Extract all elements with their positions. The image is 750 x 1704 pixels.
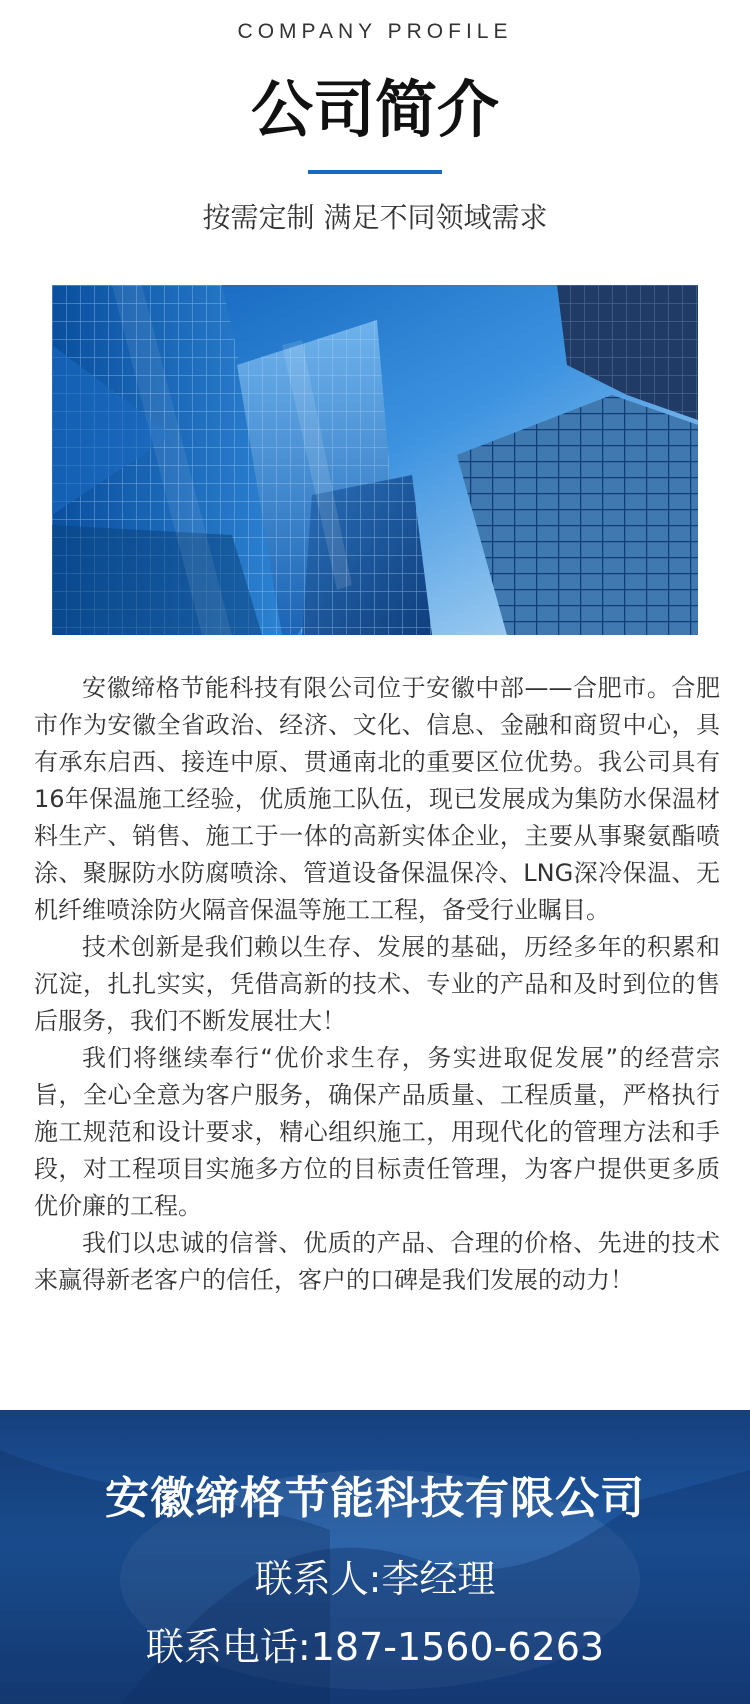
contact-phone[interactable]: 联系电话:187-1560-6263 (145, 1625, 605, 1669)
page-subtitle: 按需定制 满足不同领域需求 (202, 201, 548, 234)
company-name: 安徽缔格节能科技有限公司 (105, 1473, 645, 1524)
intro-paragraph: 安徽缔格节能科技有限公司位于安徽中部——合肥市。合肥市作为安徽全省政治、经济、文化、信息、金融和商贸中心，具有承东启西、接连中原、贯通南北的重要区位优势。我公司具有16年保温施工经验，优质施工队伍，现已发展成为集防水保温材料生产、销售、施工于一体的高新实体企业，主要从事聚氨酯喷涂、聚脲防水防腐喷涂、管道设备保温保冷、LNG深冷保温、无机纤维喷涂防火隔音保温等施工工程，备受行业瞩目。 (34, 674, 720, 924)
contact-person: 联系人:李经理 (254, 1557, 496, 1601)
title-underline (308, 170, 442, 174)
intro-paragraph: 技术创新是我们赖以生存、发展的基础，历经多年的积累和沉淀，扎扎实实，凭借高新的技术、专业的产品和及时到位的售后服务，我们不断发展壮大！ (34, 933, 720, 1035)
contact-footer (0, 1410, 750, 1704)
section-eyebrow: COMPANY PROFILE (237, 20, 513, 43)
city-skyscrapers-image (52, 285, 698, 635)
company-introduction (34, 670, 720, 1299)
page-title: 公司简介 (250, 73, 499, 146)
intro-paragraph: 我们以忠诚的信誉、优质的产品、合理的价格、先进的技术来赢得新老客户的信任，客户的口碑是我们发展的动力！ (34, 1229, 720, 1294)
intro-paragraph: 我们将继续奉行“优价求生存，务实进取促发展”的经营宗旨，全心全意为客户服务，确保产品质量、工程质量，严格执行施工规范和设计要求，精心组织施工，用现代化的管理方法和手段，对工程项目实施多方位的目标责任管理，为客户提供更多质优价廉的工程。 (34, 1044, 720, 1220)
